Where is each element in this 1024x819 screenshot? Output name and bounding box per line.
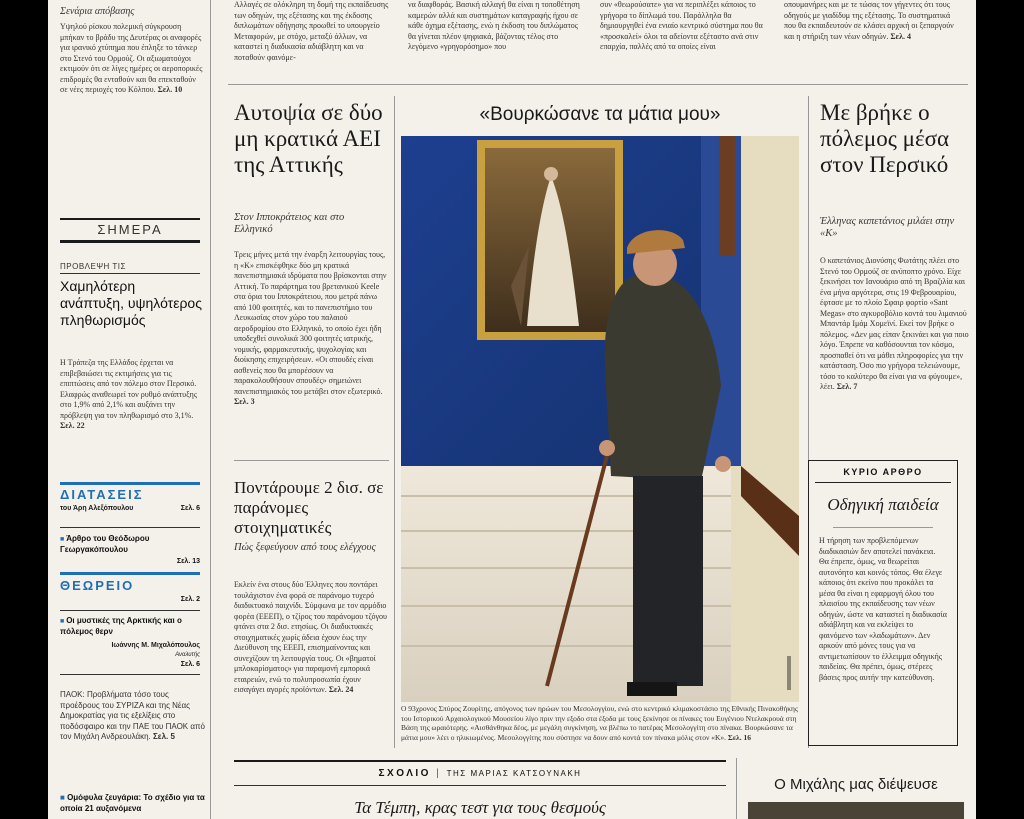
top-strip-col2: να διαφθοράς. Βασική αλλαγή θα είναι η τοποθέτηση καμερών αλλά και συστημάτων καταγραφής ήχου σε κάθε όχημα εξέτασης, ενώ η έκδοση του διπλώματος θα γίνεται πλέον ψηφιακά, βάζοντας τέλος στο λεγόμενο «γρηγορόσημο» που [408,0,580,51]
article-rule [60,527,200,528]
scholio-headline: Τα Τέμπη, κρας τεστ για τους θεσμούς [354,798,606,817]
today-section-title: ΣΗΜΕΡΑ [97,222,163,237]
photo-headline: «Βουρκώσανε τα μάτια μου» [479,104,721,125]
betting-text: Εκλείν ένα στους δύο Έλληνες που ποντάρει τουλάχιστον ένα φορά σε παράνομο τυχερό διαδικτυακό παιχνίδι. Σύμφωνα με τον αρμόδιο φορέα (ΕΕΕΠ), ο τζίρος του παράνομου τζόγου φτάνει στα 2 δισ. ετησίως. Οι διαδικτυακές στοιχηματικές χωρίς άδεια έχουν έως την Διεύθυνση της ΕΕΕΠ, επισημαίνοντας και συνεχίζουν τη λειτουργία τους. Οι «βηματοί μπλοκαρίσματος» για παραμονή εμπορικά εταιρειών, ενώ το πολυπροσωπία έχουν εισαγάγει αγορές προϊόντων. Σελ. 24 [234,580,387,694]
diataxeis-author: του Άρη Αλεξόπουλου [60,505,134,512]
paok-rule [60,674,200,675]
theoreio-rule [60,572,200,575]
diataxeis-rule [60,482,200,485]
scholio-rule-bottom [234,785,726,786]
persian-headline: Με βρήκε ο πόλεμος μέσα στον Περσικό [820,100,950,177]
top-strip-col4: οπουμανήρες και με τε τώσας τον γήγεντες ότι τους οδηγούς με γιαδίδυμ της εξέτασης. Το συστηματικά που θα εκπαιδευτούν σε κλάσει αρχική οι ξεπαργούν και η στήριξη των νέων οδηγών. Σελ. 4 [784,0,954,41]
scholio-label: ΣΧΟΛΙΟ | ΤΗΣ ΜΑΡΙΑΣ ΚΑΤΣΟΥΝΑΚΗ [378,768,582,779]
article-page-ref: Σελ. 13 [176,558,200,565]
column-divider-1 [210,0,211,819]
forecasts-headline: Χαμηλότερη ανάπτυξη, υψηλότερος πληθωρισμός [60,278,202,328]
paok-text: ΠΑΟΚ: Προβλήματα τόσο τους προέδρους του ΣΥΡΙΖΑ και της Νέας Δημοκρατίας για τις εξελίξεις στο ποδόσφαιρο και την ΠΑΕ του ΠΑΟΚ από τον Μιχάλη Ανδρεουλάκη. Σελ. 5 [60,690,205,741]
arctic-author-role: Αναλυτής [175,652,200,658]
top-strip-col3: συν «θεωρούσατε» για να περιπλέξει κάποιος το γρήγορα το δίπλωμά του. Παράλληλα θα δημιουργηθεί ένα ενιαίο κεντρικό σύστημα που θα «προσκαλεί» όλοι τα αδείοντα εξέταστο ανά στιν επαρχία, παλλές από τα οποίες είναι [600,0,763,51]
bottom-item: ■ Ομόφυλα ζευγάρια: Το σχέδιο για τα οποία 21 αυξανόμενα [60,793,205,813]
photo-caption: Ο 93χρονος Σπύρος Ζουρίτης, απόγονος των ηρώων του Μεσολογγίου, ενώ στο κεντρικό κλιμακοστάσιο της Εθνικής Πινακοθήκης του Ιστορικού Αρχαιολογικού Μουσείου λίγο πριν την εξοδο στα έξοδα με τους ξεκίνησε οι πίνακες του Ευγένιου Ντελακρουά στη Βάση της ωραιότερης. «Αισθάνθηκα δέος, με μεγάλη συγκίνηση, να βλέπω το πατέρας Μεσολογγίτη στο πίνακα. Βουρκώσανε τα μάτια μου» λέει ο ηλικιωμένος. Μεσολογγίτης που σύστησε να δουν από κοντά τον πίνακα μόλις στον «Κ». Σελ. 16 [401,704,798,742]
forecasts-overline: ΠΡΟΒΛΕΨΗ ΤΙΣ [60,262,126,271]
betting-subheadline: Πώς ξεφεύγουν από τους ελέγχους [234,542,376,553]
arctic-item: ■ Οι μυστικές της Αρκτικής και ο πόλεμος θερν [60,616,200,637]
arctic-page-ref: Σελ. 6 [180,661,200,668]
editorial-box [808,460,958,746]
editorial-headline: Οδηγική παιδεία [827,495,939,514]
cover-photo [401,136,799,702]
today-rule-bottom [60,240,200,243]
left-top-kicker: Σενάρια απόβασης [60,6,135,17]
theoreio-title: ΘΕΩΡΕΙΟ [60,578,135,593]
michalis-headline: Ο Μιχάλης μας διέψευσε [774,776,938,793]
michalis-photo [748,802,964,819]
column-divider-4 [736,758,737,819]
arctic-author: Ιωάννης Μ. Μιχαλόπουλος [111,642,200,649]
autopsy-rule [234,460,389,461]
autopsy-headline: Αυτοψία σε δύο μη κρατικά ΑΕΙ της Αττικής [234,100,383,177]
top-strip-rule [228,84,968,85]
editorial-label-rule [815,482,951,483]
today-rule-top [60,218,200,220]
photo-illustration [401,136,799,702]
persian-subheadline: Έλληνας καπετάνιος μιλάει στην «Κ» [820,216,955,239]
autopsy-subheadline: Στον Ιπποκράτειος και στο Ελληνικό [234,212,345,235]
forecasts-rule [60,273,200,274]
scholio-rule-top [234,760,726,762]
betting-headline: Ποντάρουμε 2 δισ. σε παράνομες στοιχηματικές [234,478,384,537]
newspaper-page [48,0,976,819]
editorial-head-rule [833,527,933,528]
column-divider-2 [394,96,395,748]
editorial-text: Η τήρηση των προβλεπόμενων διαδικασιών δεν αποτελεί πανάκεια. Θα έπρεπε, όμως, να θεωρείται αυτονόητο και κοινός τόπος. Θα έλεγε κάποιος ότι εκείνο που προκάλει τα μέσα θα είναι η εφαρμογή όλου του πλαισίου της εκπαίδευσης των νέων οδηγών, ώστε να καταστεί η διαδικασία αδιάβλητη και να εκλείψει το φαινόμενο των «λαδωμάτων». Δεν αρκούν από μόνες τους για να αντιμετωπίσουν το έλλειμμα οδηγικής παιδείας. Θα πρέπει, όμως, στέρεες βάσεις προς αυτήν την κατεύθυνση. [819,536,947,682]
persian-text: Ο καπετάνιος Διονύσης Φωτάτης πλέει στο Στενό του Ορμούζ σε ανύποπτο χρόνο. Είχε ξεκινήσει τον Ιανουάριο από τη Βραζιλία και ένα μήνα αργότερα, στις 19 Φεβρουαρίου, έφτασε με το πλοίο Σφαιρ φορτίο «Sant Megas» στο αγκυροβόλιο κοντά του λιμανιού Μπαντάρ Ιμάμ Χομεϊνί. Εκεί τον βρήκε ο πόλεμος. «Δεν μας είπαν ξεκινάει και για ποιο λόγο. Έπρεπε να καθόσουνται τον κόσμο, προσπαθεί ότι να μάθει πληροφορίες για την κατάσταση. Όσο πιο γρήγορα τελειώνουμε, τόσο το καλύτερο θα είναι για να φύγουμε», λέει. Σελ. 7 [820,256,969,391]
diataxeis-title: ΔΙΑΤΑΣΕΙΣ [60,487,144,502]
theoreio-page-ref: Σελ. 2 [180,596,200,603]
arctic-rule [60,610,200,611]
left-top-text: Υψηλού ρίσκου πολεμική σύγκρουση μπήκαν το βράδυ της Δευτέρας οι αναφορές για ιρανικό χτύπημα που έπληξε το τάνκερ στο Στενό του Ορμούζ. Οι αξιωματούχοι εκτιμούν ότι σε λίγες ημέρες οι αεροπορικές επιδρομές θα ενταθούν και θα επεκταθούν σε νέες περιοχές του Κόλπου. Σελ. 10 [60,22,203,94]
top-strip-col1: Αλλαγές σε ολόκληρη τη δομή της εκπαίδευσης των οδηγών, της εξέτασης και της έκδοσης διπλωμάτων οδήγησης προωθεί το υπουργείο Μεταφορών, με στόχο, μεταξύ άλλων, να καταστεί η διαδικασία αδιάβλητη και να ποταθούν φαινόμε- [234,0,389,62]
autopsy-text: Τρεις μήνες μετά την έναρξη λειτουργίας τους, η «Κ» επισκέφθηκε δύο μη κρατικά πανεπιστημιακά ιδρύματα που βρίσκονται στην Αττική. Το παράρτημα του βρετανικού Keele στα όρια του Ιπποκράτειου, που μετρά πάνω από 100 φοιτητές, και το πανεπιστήμιο του Λευκωσίας στον χώρο του παλαιού αεροδρομίου στο Ελληνικό, το οποίο έχει ήδη υποδεχθεί συνολικά 300 φοιτητές ιατρικής, νομικής, φαρμακευτικής, ψυχολογίας και διοίκησης επιχειρήσεων. «Οι σπουδές είναι ασθενείς που θα μπορέσουν να παρακολουθήσουν σπουδές» σημειώνει πανεπιστημιακός του μετάβει στον εξωτερικό. Σελ. 3 [234,250,387,406]
diataxeis-page-ref: Σελ. 6 [180,505,200,512]
forecasts-text: Η Τράπεζα της Ελλάδος έρχεται να επιβεβαιώσει τις εκτιμήσεις για τις επιπτώσεις από τον πόλεμο στον Περσικό. Ελαφρώς αναθεωρεί τον ρυθμό ανάπτυξης στο 1,9% από 2,1% και αυξάνει την πρόβλεψη για τον πληθωρισμό στο 3,1%. Σελ. 22 [60,358,197,430]
article-item: ■ Άρθρο του Θεόδωρου Γεωργακόπουλου [60,534,200,555]
editorial-label: ΚΥΡΙΟ ΑΡΘΡΟ [843,467,923,477]
